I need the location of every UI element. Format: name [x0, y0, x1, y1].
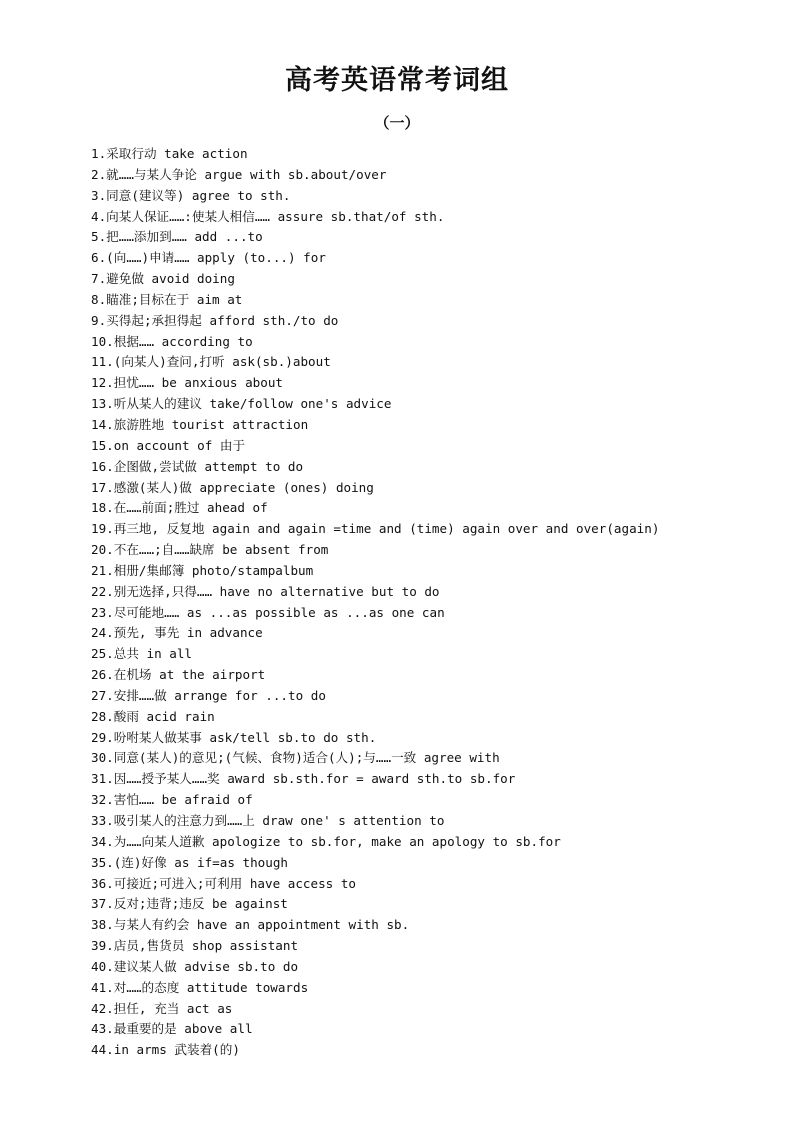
list-item: 35.(连)好像 as if=as though	[91, 854, 289, 870]
list-item: 10.根据…… according to	[91, 333, 253, 349]
list-item: 19.再三地, 反复地 again and again =time and (time) again over and over(again)	[91, 521, 660, 537]
list-item: 40.建议某人做 advise sb.to do	[91, 958, 299, 974]
list-item: 26.在机场 at the airport	[91, 667, 266, 683]
list-item: 14.旅游胜地 tourist attraction	[91, 416, 309, 432]
list-item: 33.吸引某人的注意力到……上 draw one' s attention to	[91, 813, 445, 828]
list-item: 30.同意(某人)的意见;(气候、食物)适合(人);与……一致 agree with	[91, 750, 500, 766]
list-item: 7.避免做 avoid doing	[91, 271, 235, 287]
list-item: 31.因……授予某人……奖 award sb.sth.for = award sth.to sb.for	[91, 771, 516, 787]
list-item: 12.担忧…… be anxious about	[91, 375, 283, 391]
list-item: 42.担任, 充当 act as	[91, 1000, 233, 1016]
list-item: 25.总共 in all	[91, 646, 193, 662]
list-item: 34.为……向某人道歉 apologize to sb.for, make an apology to sb.for	[91, 833, 561, 849]
list-item: 1.采取行动 take action	[91, 146, 248, 161]
list-item: 8.瞄准;目标在于 aim at	[91, 291, 243, 307]
list-item: 38.与某人有约会 have an appointment with sb.	[91, 917, 410, 933]
list-item: 27.安排……做 arrange for ...to do	[91, 687, 326, 703]
list-item: 37.反对;违背;违反 be against	[91, 896, 288, 912]
list-item: 17.感激(某人)做 appreciate (ones) doing	[91, 479, 374, 495]
list-item: 32.害怕…… be afraid of	[91, 792, 253, 808]
list-item: 20.不在……;自……缺席 be absent from	[91, 542, 329, 558]
list-item: 29.吩咐某人做某事 ask/tell sb.to do sth.	[91, 729, 377, 745]
list-item: 22.别无选择,只得…… have no alternative but to do	[91, 583, 440, 599]
list-item: 15.on account of 由于	[91, 437, 246, 453]
list-item: 6.(向……)申请…… apply (to...) for	[91, 250, 326, 266]
list-item: 43.最重要的是 above all	[91, 1021, 253, 1037]
page-title: 高考英语常考词组	[285, 65, 509, 96]
list-item: 11.(向某人)查问,打听 ask(sb.)about	[91, 354, 331, 370]
list-item: 21.相册/集邮簿 photo/stampalbum	[91, 562, 314, 578]
list-item: 39.店员,售货员 shop assistant	[91, 938, 299, 954]
list-item: 23.尽可能地…… as ...as possible as ...as one can	[91, 604, 445, 620]
list-item: 24.预先, 事先 in advance	[91, 625, 263, 641]
list-item: 28.酸雨 acid rain	[91, 708, 215, 724]
list-item: 5.把……添加到…… add ...to	[91, 229, 263, 245]
list-item: 41.对……的态度 attitude towards	[91, 979, 309, 995]
list-item: 4.向某人保证……:使某人相信…… assure sb.that/of sth.	[91, 208, 445, 224]
list-item: 9.买得起;承担得起 afford sth./to do	[91, 312, 339, 328]
list-item: 36.可接近;可进入;可利用 have access to	[91, 875, 356, 891]
list-item: 18.在……前面;胜过 ahead of	[91, 500, 268, 516]
list-item: 13.听从某人的建议 take/follow one's advice	[91, 396, 392, 412]
list-item: 3.同意(建议等) agree to sth.	[91, 187, 291, 203]
list-item: 2.就……与某人争论 argue with sb.about/over	[91, 166, 387, 182]
list-item: 44.in arms 武装着(的)	[91, 1042, 240, 1058]
list-item: 16.企图做,尝试做 attempt to do	[91, 458, 304, 474]
section-subtitle: （一）	[374, 114, 420, 132]
phrase-list	[91, 144, 781, 1061]
